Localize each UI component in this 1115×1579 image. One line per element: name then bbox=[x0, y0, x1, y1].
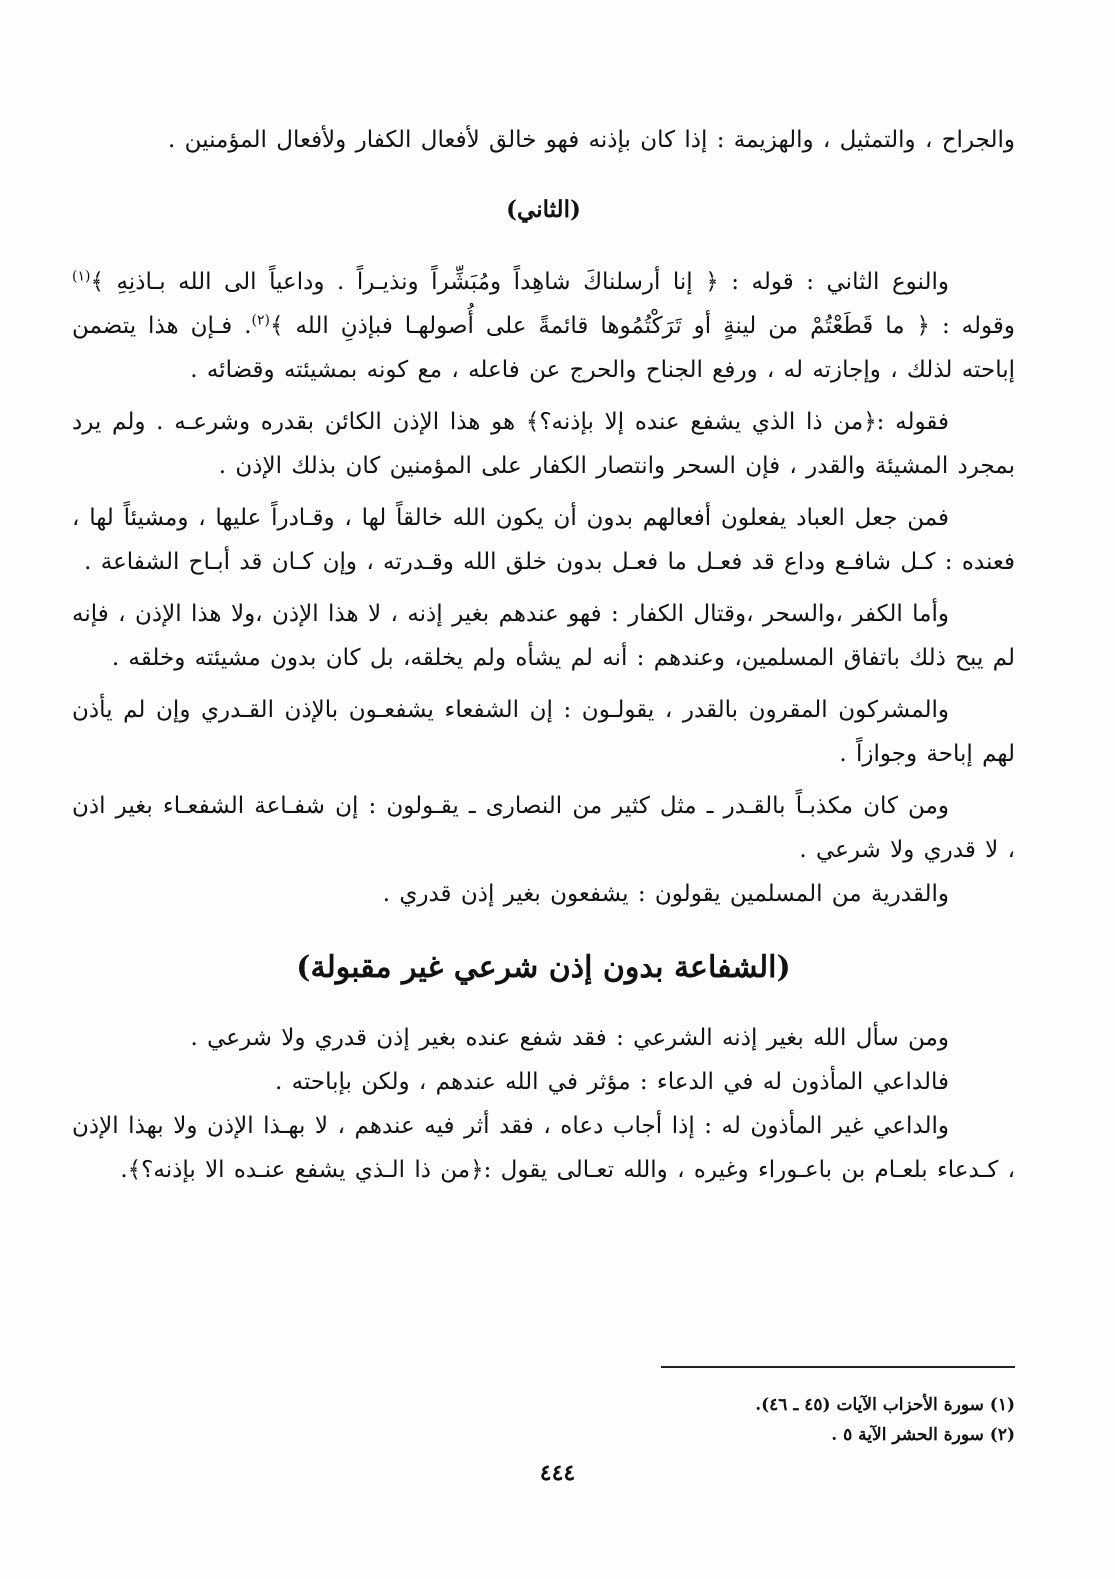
paragraph-qadariyyah: والقدرية من المسلمين يقولون : يشفعون بغير إذن قدري . bbox=[382, 881, 949, 907]
paragraph-disbelief-magic: وأما الكفر ،والسحر ،وقتال الكفار : فهو عندهم بغير إذنه ، لا هذا الإذن ،ولا هذا الإذن ، فإنه لم يبح ذلك باتفاق المسلمين، وعندهم : أنه لم يشأه ولم يخلقه، بل كان بدون مشيئته وخلقه . bbox=[72, 601, 1015, 671]
paragraph-permitted-supplicant: فالداعي المأذون له في الدعاء : مؤثر في الله عندهم ، ولكن بإباحته . bbox=[275, 1069, 949, 1095]
footnote-2: (٢) سورة الحشر الآية ٥ . bbox=[831, 1425, 1015, 1445]
paragraph-intercession-permission: فقوله :﴿من ذا الذي يشفع عنده إلا بإذنه؟﴾ هو هذا الإذن الكائن بقدره وشرعـه . ولم يرد بمجرد المشيئة والقدر ، فإن السحر وانتصار الكفار على المؤمنين كان بذلك الإذن . bbox=[72, 409, 1015, 479]
footnote-divider bbox=[661, 1366, 1015, 1368]
section-heading-second: (الثاني) bbox=[506, 196, 581, 223]
paragraph-text: وقوله : ﴿ ما قَطَعْتُمْ من لينةٍ أو تَرَكْتُمُوها قائمةً على أُصولهـا فبإذنِ الله ﴾ bbox=[270, 313, 1016, 339]
paragraph-polytheists: والمشركون المقرون بالقدر ، يقولـون : إن الشفعاء يشفعـون بالإذن القـدري وإن لم يأذن لهم إباحة وجوازاً . bbox=[72, 697, 1015, 767]
main-text bbox=[72, 118, 1015, 1192]
paragraph-text: . فـإن هذا يتضمن إباحته لذلك ، وإجازته له ، ورفع الجناح والحرج عن فاعله ، مع كونه بمشيئته وقضائه . bbox=[72, 313, 1015, 383]
paragraph-servants-actions: فمن جعل العباد يفعلون أفعالهم بدون أن يكون الله خالقاً لها ، وقـادراً عليها ، ومشيئاً لها ، فعنده : كـل شافـع وداع قد فعـل ما فعـل بدون خلق الله وقـدرته ، وإن كـان قد أبـاح الشفاعة . bbox=[72, 505, 1015, 575]
page-number: ٤٤٤ bbox=[539, 1460, 576, 1486]
paragraph-asking-god: ومن سأل الله بغير إذنه الشرعي : فقد شفع عنده بغير إذن قدري ولا شرعي . bbox=[190, 1025, 949, 1051]
paragraph-deniers-of-decree: ومن كان مكذبـاً بالقـدر ـ مثل كثير من النصارى ـ يقـولون : إن شفـاعة الشفعـاء بغير اذن ، لا قدري ولا شرعي . bbox=[72, 793, 1015, 863]
paragraph-text: والنوع الثاني : قوله : ﴿ إنا أرسلناكَ شاهِداً ومُبَشِّراً ونذيـراً . وداعياً الى الله بـاذنِهِ ﴾ bbox=[90, 269, 949, 295]
paragraph-second-type bbox=[72, 260, 1015, 392]
footnote-marker-1[interactable]: (١) bbox=[72, 268, 91, 285]
footnote-1: (١) سورة الأحزاب الآيات (٤٥ ـ ٤٦). bbox=[755, 1395, 1015, 1415]
footnote-marker-2[interactable]: (٢) bbox=[251, 312, 270, 329]
footnotes bbox=[72, 1390, 1015, 1450]
intro-paragraph: والجراح ، والتمثيل ، والهزيمة : إذا كان بإذنه فهو خالق لأفعال الكفار ولأفعال المؤمنين . bbox=[168, 127, 1015, 153]
paragraph-unpermitted-supplicant: والداعي غير المأذون له : إذا أجاب دعاه ، فقد أثر فيه عندهم ، لا بهـذا الإذن ولا بهذا الإذن ، كـدعاء بلعـام بن باعـوراء وغيره ، والله تعـالى يقول :﴿من ذا الـذي يشفع عنـده الا بإذنه؟﴾. bbox=[72, 1113, 1015, 1183]
section-heading-intercession: (الشفاعة بدون إذن شرعي غير مقبولة) bbox=[296, 950, 791, 985]
